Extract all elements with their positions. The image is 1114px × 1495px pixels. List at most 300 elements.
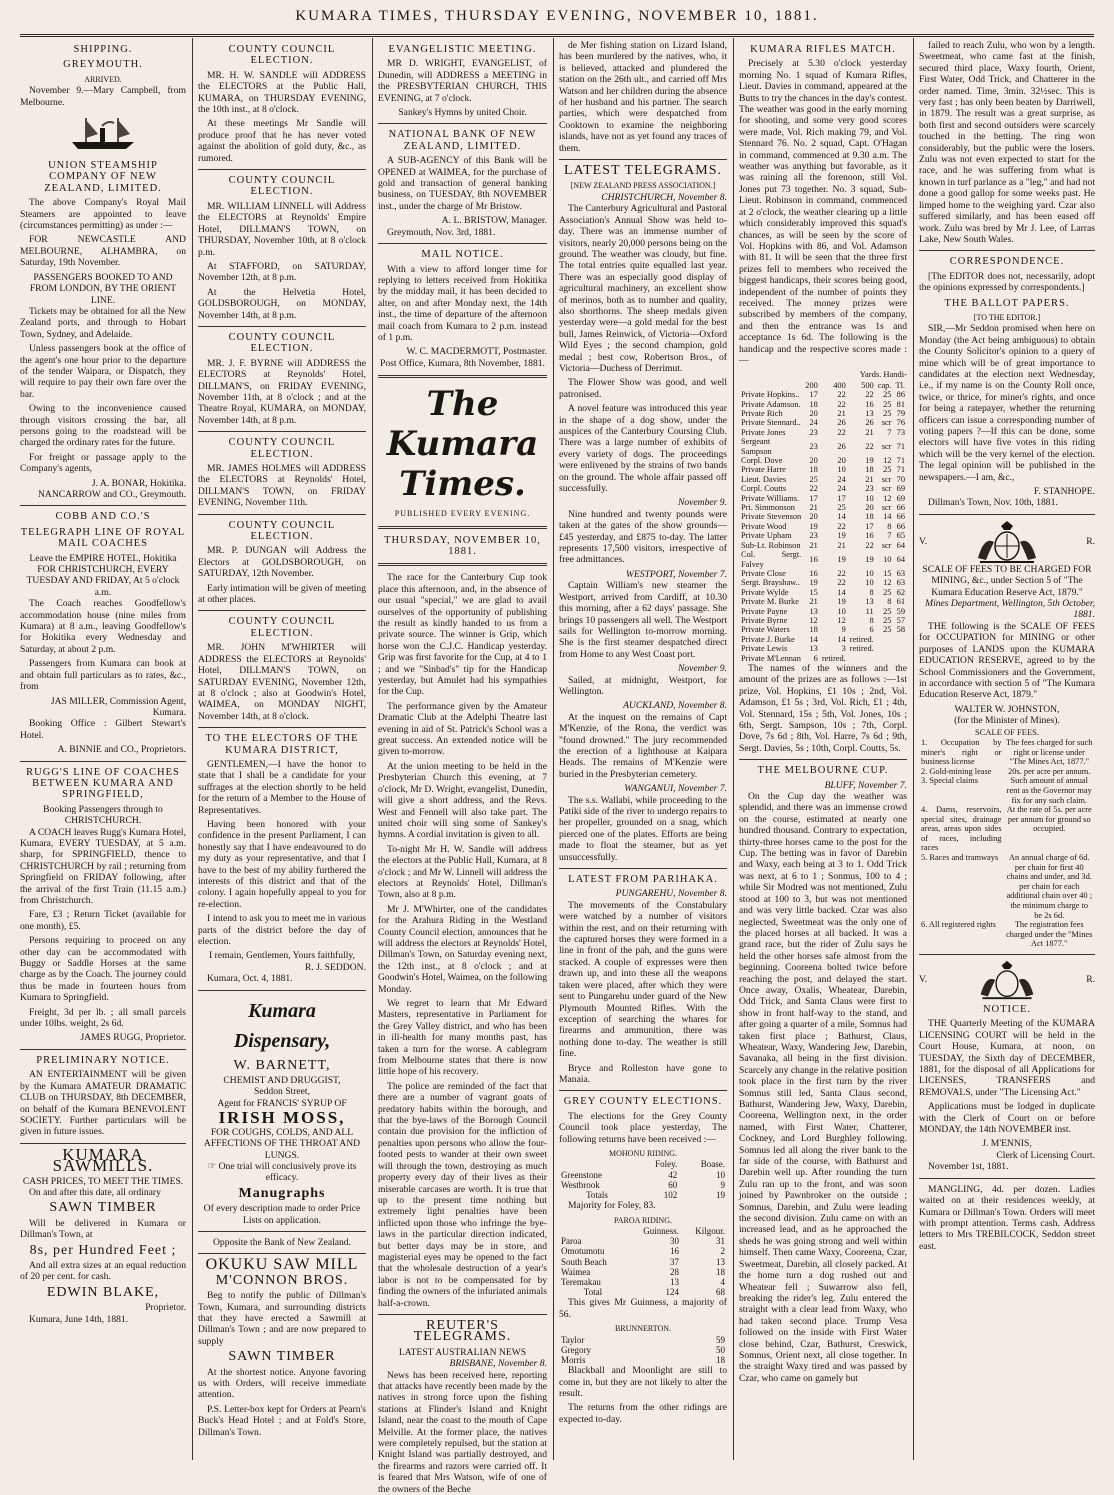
majority-guinness: This gives Mr Guinness, a majority of 56. [559, 1297, 727, 1320]
cc-heading: COUNTY COUNCIL ELECTION. [228, 519, 336, 543]
minister-label: (for the Minister of Mines). [954, 715, 1060, 727]
johnston-name: WALTER W. JOHNSTON, [954, 703, 1060, 715]
table-header [739, 381, 907, 390]
arrival-notice: November 9.—Mary Campbell, from Melbourne. [20, 85, 186, 108]
table-cell: 18 [865, 512, 874, 522]
table-row [739, 588, 907, 597]
wanganui-dateline: WANGANUI, November 7. [624, 783, 727, 795]
union-title: UNION STEAMSHIP COMPANY OF NEW ZEALAND, LIMITED. [44, 160, 162, 194]
table-row [559, 1267, 727, 1277]
table-cell: 25 [883, 606, 892, 616]
paper-title: The Kumara Times. [386, 384, 539, 505]
latest-australian: LATEST AUSTRALIAN NEWS [398, 1346, 527, 1358]
booking-office: Booking Office : Gilbert Stewart's Hotel. [20, 718, 186, 741]
table-cell: Private Rich [741, 409, 783, 418]
table-cell: 24 [837, 484, 846, 494]
returns-text: The returns from the other ridings are expected to-day. [559, 1402, 727, 1425]
column-rule [733, 38, 734, 1460]
article-race: The race for the Canterbury Cup took place this afternoon, and, in the absence of our usual "special," we are glad to avail ourselves of the opportunity of publishing the result as kindly handed to us from a private source. The winner is Grip, which horse won the C.J.C. Handicap yesterday. Grip was first favorite for the Cup, at 4 to 1 ; and we "Sinbad's" tip for the Handicap yesterday, but Amulet had his sympathies for the Cup. [378, 572, 547, 698]
masthead [20, 8, 1094, 37]
table-cell: 12 [809, 615, 818, 625]
mines-department: Mines Department, Wellington, 5th October, 1881. [925, 598, 1095, 621]
electors-heading: TO THE ELECTORS OF THE KUMARA DISTRICT, [205, 733, 359, 756]
table-cell: 60 [668, 1179, 678, 1190]
proprietor-rugg: JAMES RUGG, Proprietor. [80, 1032, 186, 1044]
table-cell: 17 [837, 493, 846, 503]
whirter-notice: MR. JOHN M'WHIRTER will ADDRESS the ELECTORS at Reynolds' Hotel, DILLMAN'S TOWN, on SATURDAY EVENING, November 12th, at 8 o'clock ; also at Goodwin's Hotel, WAIMEA, on MONDAY NIGHT, November 14th, at 8 o'clock. [198, 642, 366, 722]
coughs-text: FOR COUGHS, COLDS, AND ALL AFFECTIONS OF THE THROAT AND LUNGS. [203, 1126, 361, 1161]
table-cell: 23 [809, 531, 818, 541]
scale-heading: SCALE OF FEES TO BE CHARGED FOR MINING, &c., under Section 5 of "The Kumara Education Reserve Act, 1879." [922, 563, 1092, 598]
table-cell: 21 [837, 409, 846, 418]
clerk-label: Clerk of Licensing Court. [996, 1149, 1095, 1161]
column-3 [378, 40, 547, 1495]
table-cell: Private Upham [741, 531, 792, 541]
table-row [739, 597, 907, 606]
price-text: 8s, per Hundred Feet ; [29, 1242, 177, 1258]
table-row [739, 390, 907, 399]
table-cell: 24 [837, 474, 846, 484]
auckland-dateline: AUCKLAND, November 8. [623, 700, 727, 712]
table-cell: Private M. Burke [741, 597, 799, 607]
table-cell: scr [881, 474, 892, 484]
table-cell: 11 [865, 606, 874, 616]
dungan-notice-2: Early intimation will be given of meeting at other places. [198, 582, 366, 606]
table-cell: 26 [837, 418, 846, 428]
table-cell: retired. [849, 634, 874, 644]
table-cell: Tl. [895, 380, 905, 390]
okuku-title: OKUKU SAW MILL [205, 1256, 359, 1274]
table-cell: 6. All registered rights [921, 920, 996, 930]
divider [739, 759, 907, 760]
cobb-heading: COBB AND CO.'S [55, 511, 151, 523]
table-cell: 71 [896, 456, 905, 466]
table-header [559, 1226, 727, 1236]
table-cell: 20 [809, 456, 818, 466]
table-cell: 19 [716, 1189, 725, 1200]
tickets-text: Tickets may be obtained for all the New Zealand ports, and through to Hobart Town, Sydney, and Adelaide. [20, 305, 186, 340]
table-cell: 10 [837, 606, 846, 616]
table-cell: Westbrook [561, 1179, 600, 1190]
parihaka-heading: LATEST FROM PARIHAKA. [568, 874, 718, 886]
union-body: The above Company's Royal Mail Steamers are appointed to leave (circumstances permitting) as under :— [20, 197, 186, 232]
table-cell: Morris [561, 1355, 586, 1366]
sawmill-date: Kumara, June 14th, 1881. [29, 1313, 129, 1325]
table-cell: scr [881, 540, 892, 550]
table-cell: 62 [896, 587, 905, 597]
extra-text: And all extra sizes at an equal reduction of 20 per cent. for cash. [20, 1259, 186, 1283]
table-cell: An annual charge of 6d. per chain for first 40 chains and under, and 3d. per chain for each additional chain over 40 ; the minimum charge to be 2s 6d. [1006, 853, 1093, 920]
wallabi-text: The s.s. Wallabi, while proceeding to the Patiki side of the river to undergo repairs to her propeller, grounded on a snag, which pierced one of the plates. Efforts are being made to float the steamer, but as yet unsuccessfully. [559, 794, 727, 863]
table-cell: Taylor [561, 1334, 585, 1345]
table-cell: 16 [865, 399, 874, 409]
table-cell: 14 [837, 587, 846, 597]
table-row [559, 1236, 727, 1246]
table-cell: 12 [883, 493, 892, 503]
cc-heading: COUNTY COUNCIL ELECTION. [228, 331, 336, 355]
table-cell: 13 [865, 409, 874, 418]
table-cell: 26 [837, 441, 846, 451]
grey-body: The elections for the Grey County Council took place yesterday, The following returns have been received :— [559, 1110, 727, 1145]
divider [559, 1090, 727, 1091]
owing-text: Owing to the inconvenience caused through visitors crossing the bar, all persons going to the roadstead will be charged the ordinary rates for the future. [20, 403, 186, 449]
scores-table [739, 381, 907, 663]
table-cell: Lieut. Davies [741, 474, 787, 484]
table-cell: 61 [896, 597, 905, 607]
table-cell: Corpl. Coutts [741, 484, 787, 494]
flower-text: The Flower Show was good, and well patronised. [559, 377, 727, 400]
telegrams-heading: LATEST TELEGRAMS. [563, 163, 723, 179]
westport-dateline: WESTPORT, November 7. [625, 568, 727, 580]
table-cell: 63 [896, 568, 905, 578]
table-cell: 70 [896, 474, 905, 484]
bristow-signature: A. L. BRISTOW, Manager. [441, 215, 547, 227]
brunnerton-table [559, 1335, 727, 1366]
column-rule [372, 38, 373, 1460]
mail-body: With a view to afford longer time for replying to letters received from Hokitika by the midday mail, it has been decided to alter, on and after Monday next, the 14th inst., the time of departure of the afternoon mail coach from Kumara to 2 p.m. instead of 1 p.m. [378, 263, 547, 343]
bank-title: NATIONAL BANK OF NEW ZEALAND, LIMITED. [388, 129, 537, 152]
divider [20, 1143, 186, 1144]
table-cell: 124 [665, 1287, 679, 1298]
table-cell: 25 [837, 503, 846, 513]
sawmills-title: KUMARA SAWMILLS. [52, 1144, 154, 1176]
table-cell: Private Adamson. [741, 399, 801, 409]
connon-text: Beg to notify the public of Dillman's Town, Kumara, and surrounding districts that they have erected a Sawmill at Dillman's Town ; and are now prepared to supply [198, 1290, 366, 1347]
table-cell: 18 [809, 465, 818, 475]
rugg-freight: Freight, 3d per lb. ; all small parcels under 10lbs. weight, 2s 6d. [20, 1006, 186, 1030]
table-cell: Private Harre [741, 465, 786, 475]
table-cell: 20 [865, 503, 874, 513]
table-row [739, 484, 907, 493]
table-cell: 22 [837, 521, 846, 531]
table-row [739, 522, 907, 531]
table-cell: 17 [865, 521, 874, 531]
table-cell: Corpl. Dove [741, 456, 783, 466]
cobb-booking: Passengers from Kumara can book at and obtain full particulars as to rates, &c., from [20, 658, 186, 693]
greymouth-heading: GREYMOUTH. [63, 59, 143, 71]
table-cell: 17 [809, 390, 818, 400]
table-cell: 10 [865, 578, 874, 588]
table-row [739, 418, 907, 427]
table-cell: 65 [896, 531, 905, 541]
post-office-date: Post Office, Kumara, 8th November, 1881. [380, 357, 545, 369]
table-cell: Paroa [561, 1236, 582, 1247]
seddon-signature: R. J. SEDDON. [304, 961, 366, 973]
rugg-persons: Persons requiring to proceed on any other day can be accommodated with Buggy or Saddle Horses at the same charge as by the Coach. The journey could thus be made in fourteen hours from Kumara to Springfield. [20, 935, 186, 1004]
nov9b-dateline: November 9. [677, 663, 727, 675]
score-subheading: Yards. Handi- [859, 369, 907, 380]
table-cell: 22 [837, 578, 846, 588]
rifles-heading: KUMARA RIFLES MATCH. [750, 44, 896, 55]
article-performance: The performance given by the Amateur Dramatic Club at the Adelphi Theatre last evening in aid of St. Patrick's School was a great success. An extended notice will be given to-morrow. [378, 700, 547, 758]
opposite-text: Opposite the Bank of New Zealand. [212, 1236, 351, 1248]
article-continued: de Mer fishing station on Lizard Island, has been murdered by the natives, who, it is believed, attacked and plundered the station on the 26th ult., and carried off Mrs Watson and her children during the absence of her husband and his partner. The search parties, which were despatched from Cooktown to examine the neighboring islands, have not as yet found any traces of them. [559, 40, 727, 154]
proprietor-blake: EDWIN BLAKE, [46, 1284, 160, 1300]
table-cell: 20 [837, 456, 846, 466]
table-cell: 7 [887, 531, 892, 541]
divider [20, 505, 186, 506]
table-cell: Private Stevenson [741, 512, 802, 522]
chemist-label: CHEMIST AND DRUGGIST, [223, 1075, 341, 1087]
table-cell: retired. [821, 653, 846, 663]
table-total-row [559, 1190, 727, 1200]
table-cell: 69 [896, 484, 905, 494]
stanhope-signature: F. STANHOPE. [1033, 486, 1095, 498]
bank-body: A SUB-AGENCY of this Bank will be OPENED at WAIMEA, for the purchase of gold and transaction of general banking business, on TUESDAY, 8th NOVEMBER inst., under the charge of Mr Bristow. [378, 155, 547, 212]
cup-heading: THE MELBOURNE CUP. [757, 765, 889, 777]
vr-letter-r: R. [1086, 536, 1095, 548]
table-cell: 23 [865, 484, 874, 494]
table-cell: 21 [837, 540, 846, 550]
table-cell: 12 [883, 456, 892, 466]
table-cell: 21 [809, 503, 818, 513]
table-cell: 13 [809, 644, 818, 654]
delivered-text: Will be delivered in Kumara or Dillman's Town, at [20, 1217, 186, 1241]
table-cell: 17 [809, 493, 818, 503]
table-cell: 22 [837, 568, 846, 578]
brisbane-dateline: BRISBANE, November 8. [449, 1358, 547, 1370]
table-cell: 400 [833, 380, 846, 390]
table-row [919, 767, 1095, 777]
divider [198, 610, 366, 611]
table-cell: 200 [805, 380, 818, 390]
seddon-letter-1: GENTLEMEN,—I have the honor to state that I shall be a candidate for your suffrages at the election shortly to be held for the return of a Member to the House of Representatives. [198, 758, 366, 816]
byrne-notice: MR. J. F. BYRNE will ADDRESS the ELECTORS at Reynolds' Hotel, DILLMAN'S, on FRIDAY EVENING, November 11th, at 8 o'clock ; and at the Theatre Royal, KUMARA, on MONDAY, November 14th, at 8 p.m. [198, 357, 366, 426]
table-cell: 8 [869, 615, 874, 625]
article-police: The police are reminded of the fact that there are a number of vagrant goats of predatory habits within the borough, and that the bye-laws of the Borough Council contain due provision for the infliction of penalties upon persons who allow the four-footed pests to wander at their own sweet will through the town, destroying as much property every day of their lives as their miserable carcases are worth. It is true that up to the present time nothing but extremely light penalties have been inflicted upon those who infringe the bye-laws in the particular direction indicated, but better days may be in store, and magisterial eyes may be opened to the fact that the wholesale destruction of a year's labor is not to be compensated for by finding the owners of the infuriated animals half-a-crown. [378, 1080, 547, 1309]
royal-crest-icon [972, 520, 1042, 564]
cobb-schedule: Leave the EMPIRE HOTEL, Hokitika FOR CHRISTCHURCH, EVERY TUESDAY AND FRIDAY, At 5 o'clock a.m. [26, 552, 180, 598]
table-cell: 13 [809, 606, 818, 616]
table-cell [876, 644, 894, 653]
table-cell: The fees charged for such right or license under "The Mines Act, 1877." [1006, 737, 1093, 767]
table-cell: Total [583, 1287, 603, 1298]
divider [919, 954, 1095, 955]
rifles-body: Precisely at 5.30 o'clock yesterday morning No. 1 squad of Kumara Rifles, Lieut. Davies in command, appeared at the Butts to try the chances in the day's contest. The weather was good in the early morning for shooting, and some very good scores were made, Vol. Rich making 79, and Vol. Stennard 76. No. 2 squad, Capt. O'Hagan in command, commenced at 9.30 a.m. The weather was anything but favorable, as it was raining all the forenoon, still Vol. Jones put 73 together. No. 3 squad, Sub-Lieut. Robinson in command, commenced at 2 o'clock, the weather clearing up a little which considerably improved this squad's chances, as will be seen by the score of Vol. Hopkins with 86, and Vol. Adamson with 81. It will be seen that the three first prizes fell to members who received the biggest handicaps, their scores being good, independent of the number of points they received. The money prizes were subscribed by members of the company, and then the entrance was 1s and acceptance 1s 6d. The following is the handicap and the respective scores made :— [739, 58, 907, 366]
table-cell [893, 635, 907, 644]
table-cell: 31 [716, 1236, 725, 1247]
table-cell [559, 1226, 627, 1236]
table-cell: 10 [883, 554, 892, 564]
cup-continued: failed to reach Zulu, who won by a length. Sweetmeat, who came fast at the finish, secured third place, Waxy fourth, Orient, First Water, Odd Trick, and Chatterer in the order named. Time, 3min. 32½sec. This is very fast ; has only been beaten by Darriwell, in 1879. The result was a great surprise, as both first and second outsiders were scarcely touched in the betting. The ring won considerably, but the public were the losers. Zulu was not even expected to start for the race, and he was suffering from what is known in turf parlance as a "leg," and had not done a good gallop for some weeks past. He limped home to the weighing yard. Czar also suffered similarly, and has been eased off work. Zulu was bred by Mr J. Lee, of Larras Lake, New South Wales. [919, 40, 1095, 245]
table-cell: Foley. [655, 1159, 678, 1170]
column-2 [198, 40, 366, 1460]
column-rule [192, 38, 193, 1460]
sawn-timber: SAWN TIMBER [49, 1200, 157, 1216]
table-row [739, 625, 907, 634]
table-cell: 18 [716, 1266, 725, 1277]
table-cell: 19 [809, 578, 818, 588]
nine-text: Nine hundred and twenty pounds were taken at the gates of the show grounds—£45 yesterday, and £875 to-day. The latter represents 17,500 visitors, irrespective of free admittances. [559, 508, 727, 566]
table-cell: scr [881, 503, 892, 513]
divider [919, 514, 1095, 515]
agent-bonar: J. A. BONAR, Hokitika. [91, 477, 186, 489]
mail-heading: MAIL NOTICE. [421, 249, 504, 261]
bryce-text: Bryce and Rolleston have gone to Manaia. [559, 1062, 727, 1085]
table-cell: 20s. per acre per annum. [1008, 766, 1091, 776]
table-row [739, 465, 907, 474]
table-cell: 22 [809, 484, 818, 494]
article-mission: At the union meeting to be held in the Presbyterian Church this evening, at 7 o'clock, Mr D. Wright, evangelist, Dunedin, will give a short address, and the Revs. West and Fennell will also take part. The united choir will sing some of Sankey's hymns. A cordial invitation is given to all. [378, 760, 547, 841]
table-cell: Kilgour. [695, 1226, 725, 1236]
cup-body: On the Cup day the weather was splendid, and there was an immense crowd on the course, estimated at nearly one hundred thousand. Contrary to expectation, thirty-three horses came to the post for the Cup. The betting was in favor of Darebin and Waxy, each being at 3 to 1. Odd Trick was next, at 6 to 1 ; Sonmus, 100 to 4 ; while Sir Modred was not mentioned, Zulu stood at 100 to 3, but was not mentioned and was very little backed. Czar was also neglected, Sweetmeat was the only one of the placed horses at all backed. It was a grand race, but the rider of Zulu says he held the other horses safe almost from the beginning. Cooreena bolted twice before reaching the post, and delayed the start. Once away, Oxalis, Wheatear, Darebin, Odd Trick, and Santa Claus were first to show in front half-way to the stand, and after going a quarter of a mile, Somnus had taken first place ; Bathurst, Claus, Wheatear, Waxy, Wandering Jew, Darebin, Savanaka, all being in the first division. Scarcely any change in the relative position took place in the first turn by the river Somnus still led, Santa Claus second, Bathurst, Wandering Jew, Waxy, Darebin, Cooreena, Wellington next, in the order named, with First Water, Chatterer, Cockney, and Lord Burghley following. Somnus led all along the river bank to the far side of the course, with Bathurst and Darebin well up. After rounding the turn Zulu ran up to the front, and was soon joined by Pawnbroker on the outside ; Somnus, Darebin, and Zulu were leading the second division. Zulu came on with an increased lead, and as he approached the sheds he was going strong and well within himself. Then came Waxy, Cooreena, Czar, Sweetmeat, Darebin, all closely packed. At the home turn a dog rushed out and Wheatear fell ; Suwarrow also fell, breaking the rider's leg. Zulu entered the straight with a clear lead from Waxy, who had taken second place. Trump Vesa followed on the inside with First Water close behind, Czar, Bathurst, Creswick, Somnus, Orient next, all close together. In the straight Waxy tired and was passed by Czar, who came on gamely but [739, 791, 907, 1384]
table-cell: 66 [896, 521, 905, 531]
table-cell: 19 [837, 597, 846, 607]
column-4 [559, 40, 727, 1460]
shipping-heading: SHIPPING. [73, 44, 133, 55]
table-cell: 21 [809, 540, 818, 550]
rugg-body: A COACH leaves Rugg's Kumara Hotel, Kumara, EVERY TUESDAY, at 5 a.m. sharp, for SPRINGFIELD, thence to CHRISTCHURCH by rail ; returning from Springfield on FRIDAY following, after the arrival of the first Train (11.15 a.m.) from Christchurch. [20, 826, 186, 906]
table-row [559, 1355, 727, 1365]
table-cell: 23 [809, 427, 818, 437]
table-cell: Sergt. Brayshaw.. [741, 578, 800, 588]
seddon-remain: I remain, Gentlemen, Yours faithfully, [209, 950, 355, 962]
table-row [739, 512, 907, 521]
column-1 [20, 40, 186, 1460]
table-cell: The registration fees charged under the "Mines Act 1877." [1006, 920, 1093, 949]
table-cell [893, 644, 907, 653]
paroa-table [559, 1226, 727, 1297]
table-cell: South Beach [561, 1256, 607, 1267]
divider [559, 868, 727, 869]
table-cell: 23 [809, 441, 818, 451]
table-cell: 22 [865, 441, 874, 451]
cobb-title: TELEGRAPH LINE OF ROYAL MAIL COACHES [20, 526, 186, 550]
table-row [739, 475, 907, 484]
table-cell: 66 [896, 512, 905, 522]
table-row [919, 853, 1095, 920]
table-row [739, 503, 907, 512]
table-cell: 13 [669, 1277, 679, 1288]
table-cell [876, 654, 894, 663]
table-cell: 10 [716, 1169, 725, 1180]
bristow-date: Greymouth, Nov. 3rd, 1881. [387, 226, 496, 238]
freight-text: For freight or passage apply to the Company's agents, [20, 451, 186, 475]
table-cell: 64 [896, 540, 905, 550]
table-cell: 69 [896, 493, 905, 503]
agent-label: Agent for FRANCIS' SYRUP OF [217, 1097, 347, 1109]
table-cell: 8 [887, 597, 892, 607]
stanhope-date: Dillman's Town, Nov. 10th, 1881. [928, 497, 1058, 509]
agent-nancarrow: NANCARROW and CO., Greymouth. [38, 489, 186, 500]
table-cell: 14 [837, 634, 846, 644]
table-cell: 66 [896, 503, 905, 513]
table-cell: Greenstone [561, 1169, 602, 1180]
table-row [739, 400, 907, 409]
table-cell: 19 [809, 521, 818, 531]
masthead-title: KUMARA TIMES, THURSDAY EVENING, NOVEMBER 10, 1881. [295, 8, 819, 24]
newcastle-sailing: FOR NEWCASTLE AND MELBOURNE, ALHAMBRA, on Saturday, 19th November. [20, 234, 186, 269]
cc-heading: COUNTY COUNCIL ELECTION. [228, 437, 336, 460]
divider [198, 1253, 366, 1254]
article-tonight: To-night Mr H. W. Sandle will address the electors at the Public Hall, Kumara, at 8 o'clock ; and Mr W. Linnell will address the electors at Reynolds' Hotel, Dillman's Town, also at 8 p.m. [378, 843, 547, 901]
rugg-title: RUGG'S LINE OF COACHES BETWEEN KUMARA AND SPRINGFIELD, [26, 766, 180, 801]
table-row [919, 805, 1095, 853]
seddon-letter-2: Having been honored with your confidence in the present Parliament, I can honestly say that I have endeavoured to do my duty as your representative, and that I have to the best of my ability furthered the interests of this district and that of the colony. I again hopefully appeal to you for re-election. [198, 818, 366, 910]
bluff-dateline: BLUFF, November 7. [824, 779, 907, 791]
table-cell: 14 [837, 512, 846, 522]
table-row [739, 616, 907, 625]
mennis-name: J. M'ENNIS, [982, 1138, 1032, 1150]
published-label: PUBLISHED EVERY EVENING. [394, 509, 531, 519]
cc-heading: COUNTY COUNCIL ELECTION. [228, 175, 336, 198]
divider [198, 326, 366, 327]
grey-heading: GREY COUNTY ELECTIONS. [563, 1096, 723, 1108]
barnett-name: W. BARNETT, [233, 1057, 331, 1073]
table-cell: 13 [716, 1256, 725, 1267]
vr-letter-r: R. [1086, 974, 1095, 986]
table-cell: 22 [837, 427, 846, 437]
table-cell: 9 [720, 1179, 725, 1190]
fees-table [919, 738, 1095, 949]
divider [378, 563, 547, 566]
table-cell: 12 [883, 578, 892, 588]
table-row [739, 569, 907, 578]
rugg-subtitle: Booking Passengers through to CHRISTCHURCH. [43, 803, 163, 827]
street-label: Seddon Street, [254, 1086, 310, 1098]
table-cell: 25 [883, 409, 892, 418]
table-cell: 58 [896, 625, 905, 635]
cc-heading: COUNTY COUNCIL ELECTION. [228, 44, 336, 67]
ballot-body: SIR,—Mr Seddon promised when here on Monday (the Act being ambiguous) to obtain the County Solicitor's opinion to a query of mine which will be of great importance to candidates at the election next Wednesday, i.e., if my name is on the County Roll once, twice, or thrice, for miner's rights, and once for being a ratepayer, whether the returning officers can issue a corresponding number of voting papers ?—If this can be done, some electors will have five votes in this riding which will be the very kernel of the election. The legal opinion will be published in the newspapers.—I am, &c., [919, 323, 1095, 483]
table-row [739, 409, 907, 418]
mangling-notice: MANGLING, 4d. per dozen. Ladies waited on at their residences weekly, at Kumara or Dillman's Town. Orders will meet with prompt attention. Terms cash. Address letters to Mrs TREBILCOCK, Seddon street east. [919, 1183, 1095, 1252]
table-cell: Gregory [561, 1344, 591, 1355]
divider [378, 123, 547, 124]
table-cell: 21 [809, 597, 818, 607]
table-cell: 1. Occupation by miner's right or business license [921, 737, 1002, 767]
divider [198, 169, 366, 170]
preliminary-body: AN ENTERTAINMENT will be given by the Kumara AMATEUR DRAMATIC CLUB on THURSDAY, 8th DECEMBER, on behalf of the Kumara BENEVOLENT SOCIETY. Further particulars will be given in future issues. [20, 1069, 186, 1138]
chch-dateline: CHRISTCHURCH, November 8. [601, 191, 727, 203]
after-text: On and after this date, all ordinary [29, 1186, 161, 1198]
table-cell: retired. [849, 644, 874, 654]
shortest-text: At the shortest notice. Anyone favoring us with Orders, will receive immediate attention. [198, 1366, 366, 1401]
correspondence-heading: CORRESPONDENCE. [949, 256, 1065, 268]
table-row [559, 1246, 727, 1256]
royal-crest-row-2 [919, 960, 1095, 1000]
table-cell: 7 [887, 427, 892, 437]
dog-text: A novel feature was introduced this year in the shape of a dog show, under the auspices of the Canterbury Coursing Club. There was a large number of exhibits of every variety of dogs. The proceedings were enlivened by the strains of two bands on the ground. The whole affair passed off successfully. [559, 403, 727, 495]
table-cell: Private Hopkins.. [741, 390, 800, 400]
table-cell: Private Lewis [741, 644, 788, 654]
preliminary-heading: PRELIMINARY NOTICE. [36, 1054, 170, 1066]
table-cell: 25 [883, 465, 892, 475]
table-row [739, 428, 907, 437]
cc-heading: COUNTY COUNCIL ELECTION. [228, 616, 336, 639]
brunnerton-heading: BRUNNERTON. [614, 1324, 672, 1334]
sailed-text: Sailed, at midnight, Westport, for Wellington. [559, 674, 727, 697]
table-cell: 13 [865, 597, 874, 607]
divider [198, 1231, 366, 1232]
sandle-notice: MR. H. W. SANDLE will ADDRESS the ELECTORS at the Public Hall, KUMARA, on THURSDAY EVENING, the 10th inst., at 8 o'clock. [198, 69, 366, 116]
table-row [559, 1257, 727, 1267]
table-cell: 59 [896, 606, 905, 616]
divider [919, 1178, 1095, 1179]
editor-disclaimer: [The EDITOR does not, necessarily, adopt the opinions expressed by correspondents.] [919, 270, 1095, 294]
table-cell: scr [881, 441, 892, 451]
table-cell: scr [881, 484, 892, 494]
reuter-heading: REUTER'S TELEGRAMS. [413, 1317, 512, 1345]
cash-prices: CASH PRICES, TO MEET THE TIMES. [22, 1175, 184, 1187]
table-cell: Private Waters [741, 625, 790, 635]
table-cell: 19 [837, 531, 846, 541]
divider [198, 727, 366, 728]
majority-foley: Majority for Foley, 83. [568, 1200, 656, 1212]
table-cell: Private Jones [741, 427, 786, 437]
table-cell: 25 [883, 399, 892, 409]
fees-heading: SCALE OF FEES. [975, 726, 1039, 737]
